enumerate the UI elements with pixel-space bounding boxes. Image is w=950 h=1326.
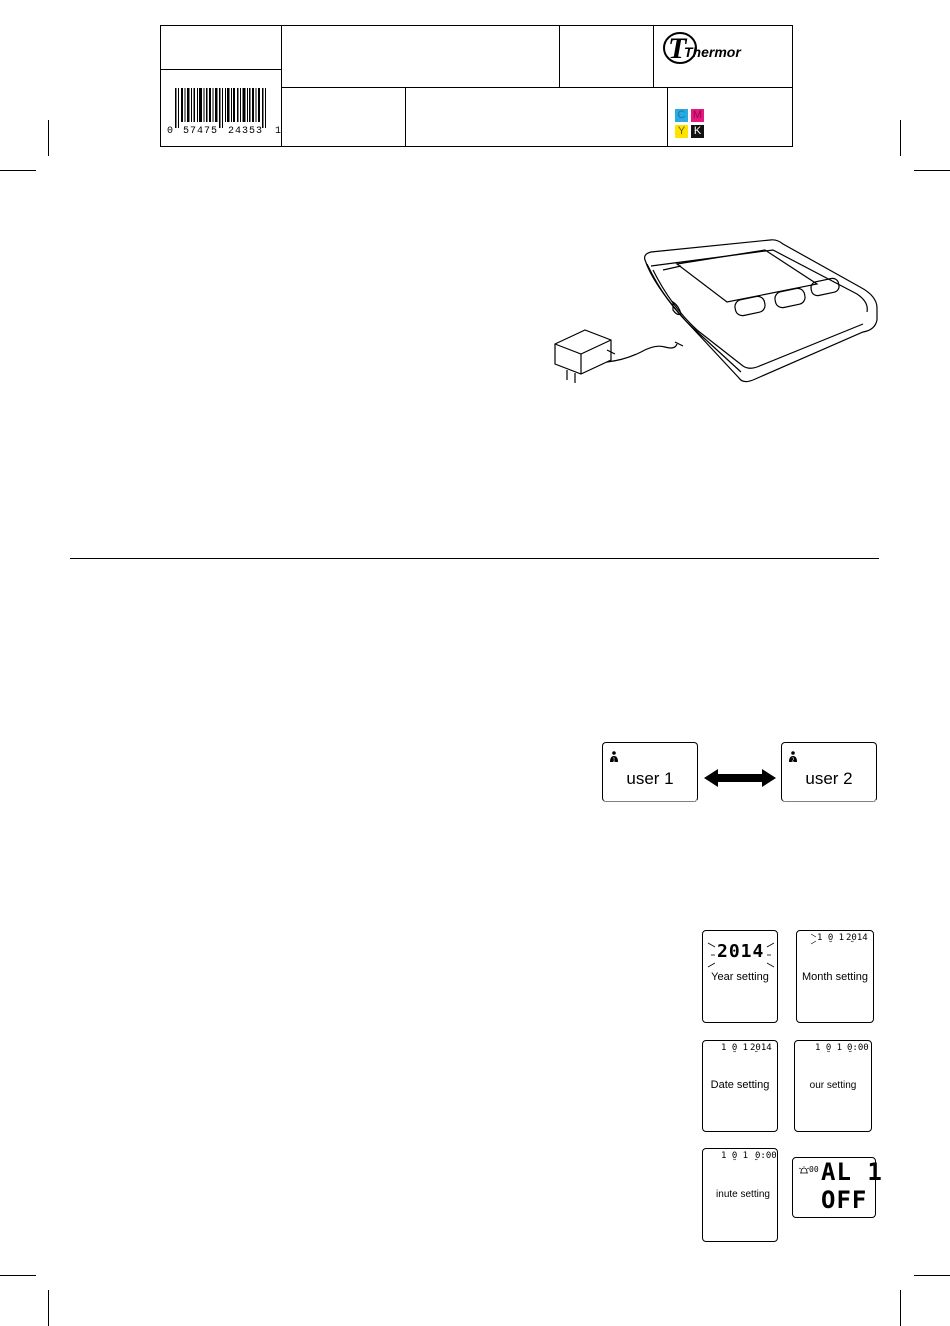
hour-setting-label: our setting xyxy=(809,1080,857,1091)
section-divider xyxy=(70,558,879,559)
monitor-with-adapter-illustration xyxy=(545,232,885,392)
thermor-logo xyxy=(662,30,782,70)
alarm-line-2: OFF xyxy=(821,1186,868,1214)
date-year-readout: 2014 xyxy=(750,1043,772,1053)
svg-text:2: 2 xyxy=(791,757,795,763)
alarm-line-1: AL 1 xyxy=(821,1158,883,1186)
minute-date-readout: 1 ̮0 1 ̮ xyxy=(721,1151,754,1161)
year-setting-label: Year setting xyxy=(711,971,769,983)
month-date-readout: 1 ̮0 1 ̮ xyxy=(817,933,850,943)
barcode-group-1: 57475 xyxy=(183,126,219,137)
minute-time-readout: 0:00 xyxy=(755,1151,777,1161)
crop-mark xyxy=(48,1290,49,1326)
logo-letter: T xyxy=(668,32,687,65)
black-swatch: K xyxy=(691,125,704,138)
date-setting-display xyxy=(702,1040,778,1132)
barcode-lead-digit: 0 xyxy=(167,126,175,137)
month-year-readout: 2014 xyxy=(846,933,868,943)
date-date-readout: 1 ̮0 1 ̮ xyxy=(721,1043,754,1053)
hour-setting-display xyxy=(794,1040,872,1132)
cyan-swatch: C xyxy=(675,109,688,122)
user-1-icon xyxy=(609,751,619,763)
barcode-trail-digit: 1 xyxy=(275,126,283,137)
user-1-display xyxy=(602,742,698,802)
month-setting-display xyxy=(796,930,874,1023)
crop-mark xyxy=(914,1275,950,1276)
user-2-label: user 2 xyxy=(805,769,853,788)
year-digits: 2014 xyxy=(717,941,765,962)
yellow-swatch: Y xyxy=(675,125,688,138)
minute-setting-display xyxy=(702,1148,778,1242)
hour-date-readout: 1 ̮0 1 ̮ xyxy=(815,1043,848,1053)
magenta-swatch: M xyxy=(692,109,703,121)
barcode-group-2: 24353 xyxy=(228,126,264,137)
crop-mark xyxy=(900,120,901,156)
svg-text:1: 1 xyxy=(612,757,616,763)
year-setting-display xyxy=(702,930,778,1023)
user-1-label: user 1 xyxy=(626,769,674,788)
alarm-small-readout: 00 xyxy=(809,1165,819,1174)
hour-time-readout: 0:00 xyxy=(847,1043,869,1053)
barcode xyxy=(175,88,270,128)
brand-name: Thermor xyxy=(684,44,741,60)
double-arrow-icon xyxy=(704,768,776,788)
crop-mark xyxy=(900,1290,901,1326)
crop-mark xyxy=(48,120,49,156)
crop-mark xyxy=(0,170,36,171)
minute-setting-label: inute setting xyxy=(716,1189,770,1200)
user-2-icon xyxy=(788,751,798,763)
date-setting-label: Date setting xyxy=(710,1079,770,1091)
alarm-off-display xyxy=(792,1157,883,1218)
alarm-bell-icon xyxy=(799,1166,809,1176)
crop-mark xyxy=(914,170,950,171)
user-2-display xyxy=(781,742,877,802)
month-setting-label: Month setting xyxy=(801,971,869,983)
crop-mark xyxy=(0,1275,36,1276)
